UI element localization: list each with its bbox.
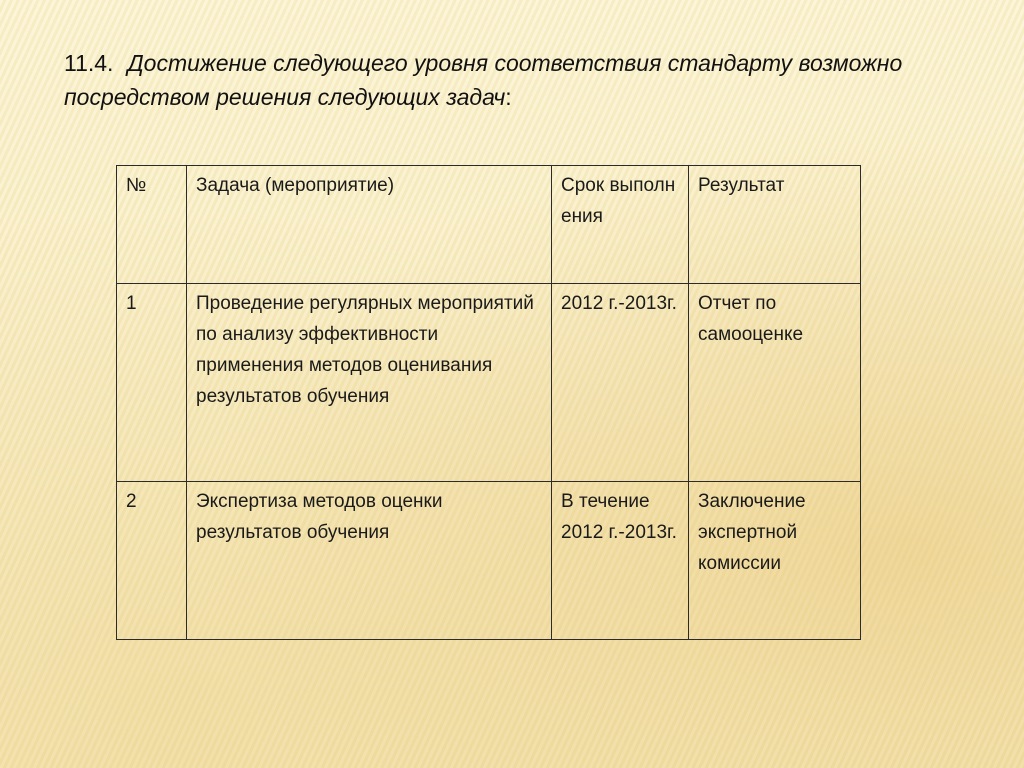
row-number: 2: [117, 482, 187, 640]
row-result: Отчет по самооценке: [689, 284, 861, 482]
title-colon: :: [505, 84, 512, 110]
row-number: 1: [117, 284, 187, 482]
table-row: [117, 284, 861, 482]
tasks-table: [116, 165, 861, 640]
header-task: Задача (мероприятие): [187, 166, 552, 284]
slide-title: [64, 46, 924, 114]
row-task: Экспертиза методов оценки результатов обучения: [187, 482, 552, 640]
row-result: Заключение экспертной комиссии: [689, 482, 861, 640]
header-number: №: [117, 166, 187, 284]
table-row: [117, 482, 861, 640]
header-result: Результат: [689, 166, 861, 284]
row-term: 2012 г.-2013г.: [552, 284, 689, 482]
row-term: В течение 2012 г.-2013г.: [552, 482, 689, 640]
table-header-row: [117, 166, 861, 284]
header-term: Срок выполнения: [552, 166, 689, 284]
title-text: Достижение следующего уровня соответствия стандарту возможно посредством решения следующих задач: [64, 50, 903, 110]
row-task: Проведение регулярных мероприятий по анализу эффективности применения методов оценивания результатов обучения: [187, 284, 552, 482]
section-number: 11.4.: [64, 50, 114, 76]
